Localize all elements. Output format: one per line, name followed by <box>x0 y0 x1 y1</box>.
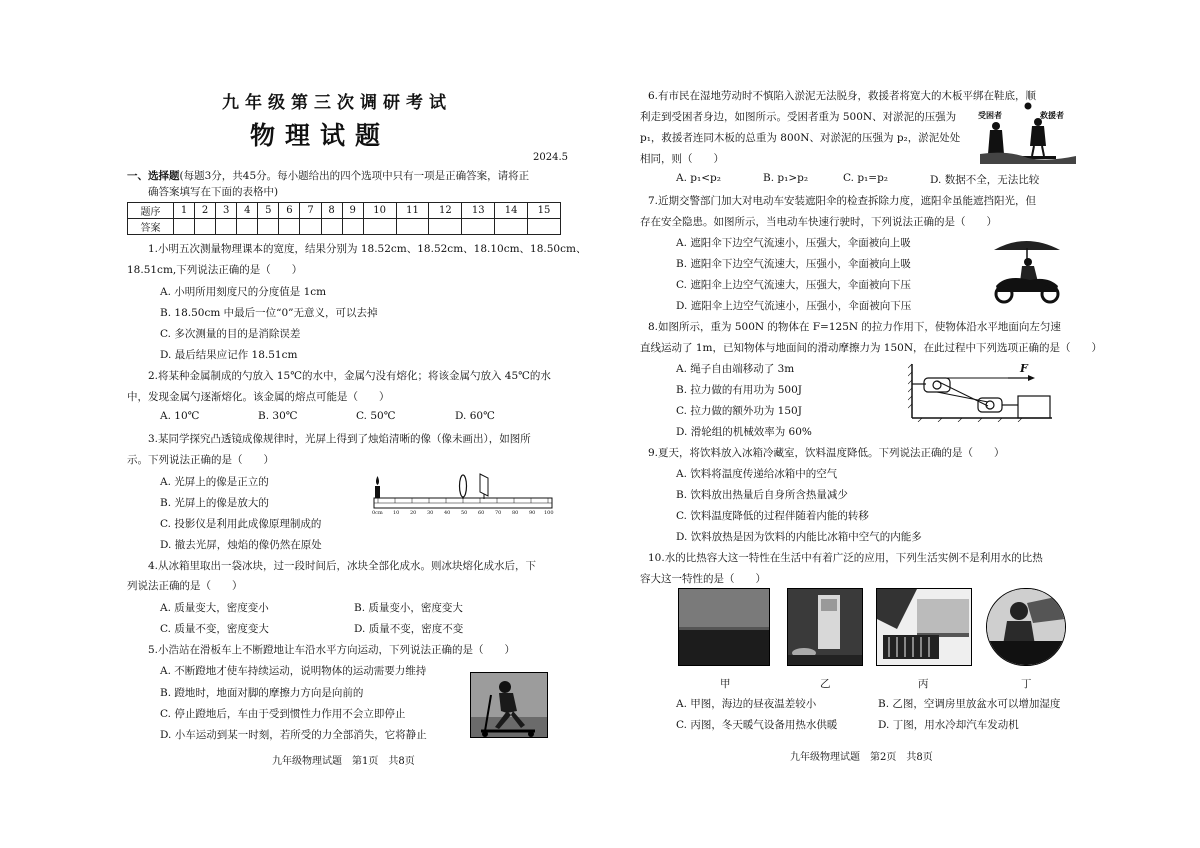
answer-cell[interactable] <box>342 219 363 235</box>
q7-option-a[interactable]: A. 遮阳伞下边空气流速小，压强大，伞面被向上吸 <box>676 237 911 249</box>
q8-stem-b: 直线运动了 1m，已知物体与地面间的滑动摩擦力为 150N，在此过程中下列选项正确的是（ ） <box>640 342 1103 354</box>
q1-stem-a: 1.小明五次测量物理课本的宽度，结果分别为 18.52cm、18.52cm、18.10cm、18.50cm、 <box>148 243 587 255</box>
ruler-label: 40 <box>444 510 451 516</box>
table-number-cell: 15 <box>528 203 561 219</box>
answer-cell[interactable] <box>195 219 216 235</box>
q3-option-a[interactable]: A. 光屏上的像是正立的 <box>160 476 269 488</box>
q10-option-d[interactable]: D. 丁图，用水冷却汽车发动机 <box>878 719 1019 731</box>
q1-option-c[interactable]: C. 多次测量的目的是消除误差 <box>160 328 301 340</box>
caption-jia: 甲 <box>720 678 731 690</box>
q1-option-a[interactable]: A. 小明所用刻度尺的分度值是 1cm <box>160 286 327 298</box>
q6-option-b[interactable]: B. p₁>p₂ <box>763 172 809 184</box>
q6-option-c[interactable]: C. p₁=p₂ <box>843 172 888 184</box>
movable-pulley-icon <box>978 398 1002 412</box>
section1-line-a <box>127 168 529 183</box>
q3-stem-a: 3.某同学探究凸透镜成像规律时，光屏上得到了烛焰清晰的像（像未画出），如图所 <box>148 433 531 445</box>
q1-option-d[interactable]: D. 最后结果应记作 18.51cm <box>160 349 298 361</box>
table-number-cell: 11 <box>396 203 429 219</box>
q9-option-a[interactable]: A. 饮料将温度传递给冰箱中的空气 <box>676 468 838 480</box>
q1-stem-b: 18.51cm,下列说法正确的是（ ） <box>127 264 303 276</box>
photo-bing-radiator <box>876 588 972 666</box>
ruler-label: 70 <box>495 510 502 516</box>
q10-option-b[interactable]: B. 乙图，空调房里放盆水可以增加湿度 <box>878 698 1061 710</box>
ruler-label: 20 <box>410 510 417 516</box>
answer-table-answer-row <box>128 219 561 235</box>
q6-option-a[interactable]: A. p₁<p₂ <box>676 172 721 184</box>
q4-option-d[interactable]: D. 质量不变，密度不变 <box>354 623 464 635</box>
q5-option-a[interactable]: A. 不断蹬地才使车持续运动，说明物体的运动需要力维持 <box>160 665 427 677</box>
answer-cell[interactable] <box>429 219 462 235</box>
photo-yi-aircon <box>787 588 863 666</box>
ruler-label: 60 <box>478 510 485 516</box>
q7-stem-a: 7.近期交警部门加大对电动车安装遮阳伞的检查拆除力度，遮阳伞虽能遮挡阳光，但 <box>648 195 1037 207</box>
q9-option-d[interactable]: D. 饮料放热是因为饮料的内能比冰箱中空气的内能多 <box>676 531 922 543</box>
table-number-cell: 4 <box>237 203 258 219</box>
q10-stem-b: 容大这一特性的是（ ） <box>640 573 766 585</box>
q2-option-a[interactable]: A. 10℃ <box>160 410 200 422</box>
subject-title: 物理试题 <box>250 121 391 150</box>
q2-stem-b: 中，发现金属勺逐渐熔化。该金属的熔点可能是（ ） <box>127 391 390 403</box>
force-label: F <box>1020 362 1028 375</box>
q7-option-b[interactable]: B. 遮阳伞下边空气流速大，压强小，伞面被向上吸 <box>676 258 911 270</box>
answer-cell[interactable] <box>279 219 300 235</box>
q8-stem-a: 8.如图所示，重为 500N 的物体在 F=125N 的拉力作用下，使物体沿水平地面向左匀速 <box>648 321 1061 333</box>
q2-option-b[interactable]: B. 30℃ <box>258 410 298 422</box>
ruler-label: 100 <box>544 510 554 516</box>
answer-table <box>127 202 561 235</box>
section1-instructions-b: 确答案填写在下面的表格中) <box>148 186 279 198</box>
photo-ding-engine <box>986 588 1066 666</box>
q7-option-d[interactable]: D. 遮阳伞上边空气流速小，压强小，伞面被向下压 <box>676 300 912 312</box>
trapped-person-label: 受困者 <box>978 110 1002 120</box>
scooter-photo <box>470 672 548 738</box>
answer-cell[interactable] <box>528 219 561 235</box>
ruler-label: 50 <box>461 510 468 516</box>
q9-option-c[interactable]: C. 饮料温度降低的过程伴随着内能的转移 <box>676 510 869 522</box>
q8-option-c[interactable]: C. 拉力做的额外功为 150J <box>676 405 802 417</box>
q5-option-b[interactable]: B. 蹬地时，地面对脚的摩擦力方向是向前的 <box>160 687 364 699</box>
table-number-cell: 2 <box>195 203 216 219</box>
exam-title: 九年级第三次调研考试 <box>222 93 452 113</box>
q8-option-b[interactable]: B. 拉力做的有用功为 500J <box>676 384 802 396</box>
q3-option-c[interactable]: C. 投影仪是利用此成像原理制成的 <box>160 518 322 530</box>
q2-option-d[interactable]: D. 60℃ <box>455 410 495 422</box>
light-screen-icon <box>480 474 488 496</box>
q6-stem-a: 6.有市民在湿地劳动时不慎陷入淤泥无法脱身，救援者将宽大的木板平绑在鞋底，顺 <box>648 90 1037 102</box>
answer-cell[interactable] <box>237 219 258 235</box>
q9-stem: 9.夏天，将饮料放入冰箱冷藏室，饮料温度降低。下列说法正确的是（ ） <box>648 447 1005 459</box>
answer-cell[interactable] <box>174 219 195 235</box>
q6-option-d[interactable]: D. 数据不全，无法比较 <box>930 174 1040 186</box>
q10-option-a[interactable]: A. 甲图，海边的昼夜温差较小 <box>676 698 817 710</box>
q4-stem-a: 4.从冰箱里取出一袋冰块，过一段时间后，冰块全部化成水。则冰块熔化成水后，下 <box>148 560 537 572</box>
q1-option-b[interactable]: B. 18.50cm 中最后一位“0”无意义，可以去掉 <box>160 307 378 319</box>
page-2 <box>600 0 1200 848</box>
candle-icon <box>375 476 380 498</box>
answer-cell[interactable] <box>363 219 396 235</box>
force-arrow-icon <box>1028 375 1035 381</box>
section1-instructions-a: (每题3分，共45分。每小题给出的四个选项中只有一项是正确答案，请将正 <box>179 170 530 182</box>
table-header-question-no: 题序 <box>128 203 174 219</box>
q4-option-a[interactable]: A. 质量变大，密度变小 <box>160 602 269 614</box>
ruler-label: 10 <box>393 510 400 516</box>
table-number-cell: 1 <box>174 203 195 219</box>
q4-option-b[interactable]: B. 质量变小，密度变大 <box>354 602 463 614</box>
q9-option-b[interactable]: B. 饮料放出热量后自身所含热量减少 <box>676 489 848 501</box>
answer-cell[interactable] <box>258 219 279 235</box>
q6-stem-c: p₁，救援者连同木板的总重为 800N、对淤泥的压强为 p₂，淤泥处处 <box>640 132 961 144</box>
answer-cell[interactable] <box>462 219 495 235</box>
caption-ding: 丁 <box>1021 678 1032 690</box>
q8-option-d[interactable]: D. 滑轮组的机械效率为 60% <box>676 426 812 438</box>
q6-stem-b: 利走到受困者身边，如图所示。受困者重为 500N、对淤泥的压强为 <box>640 111 957 123</box>
exam-date: 2024.5 <box>533 152 568 163</box>
ruler-label: 0cm <box>372 510 383 516</box>
q4-stem-b: 列说法正确的是（ ） <box>127 580 243 592</box>
q4-option-c[interactable]: C. 质量不变，密度变大 <box>160 623 269 635</box>
q10-option-c[interactable]: C. 丙图，冬天暖气设备用热水供暖 <box>676 719 838 731</box>
table-number-cell: 6 <box>279 203 300 219</box>
q3-option-d[interactable]: D. 撤去光屏，烛焰的像仍然在原处 <box>160 539 322 551</box>
answer-cell[interactable] <box>321 219 342 235</box>
table-number-cell: 8 <box>321 203 342 219</box>
page-1-footer: 九年级物理试题 第1页 共8页 <box>272 756 415 767</box>
ruler-label: 30 <box>427 510 434 516</box>
q7-option-c[interactable]: C. 遮阳伞上边空气流速大，压强大，伞面被向下压 <box>676 279 911 291</box>
q8-option-a[interactable]: A. 绳子自由端移动了 3m <box>676 363 795 375</box>
ebike-umbrella-figure <box>986 236 1068 304</box>
table-number-cell: 14 <box>495 203 528 219</box>
q6-stem-d: 相同，则（ ） <box>640 153 724 165</box>
ruler-label: 80 <box>512 510 519 516</box>
table-number-cell: 3 <box>216 203 237 219</box>
answer-table-number-row <box>128 203 561 219</box>
q2-stem-a: 2.将某种金属制成的勺放入 15℃的水中，金属勺没有熔化；将该金属勺放入 45℃的水 <box>148 370 551 382</box>
q10-stem-a: 10.水的比热容大这一特性在生活中有着广泛的应用，下列生活实例不是利用水的比热 <box>648 552 1043 564</box>
table-number-cell: 13 <box>462 203 495 219</box>
answer-cell[interactable] <box>396 219 429 235</box>
q5-option-d[interactable]: D. 小车运动到某一时刻，若所受的力全部消失，它将静止 <box>160 729 427 741</box>
q5-option-c[interactable]: C. 停止蹬地后，车由于受到惯性力作用不会立即停止 <box>160 708 406 720</box>
table-number-cell: 12 <box>429 203 462 219</box>
caption-yi: 乙 <box>820 678 831 690</box>
table-header-answer: 答案 <box>128 219 174 235</box>
table-number-cell: 5 <box>258 203 279 219</box>
q3-option-b[interactable]: B. 光屏上的像是放大的 <box>160 497 269 509</box>
q3-stem-b: 示。下列说法正确的是（ ） <box>127 454 274 466</box>
table-number-cell: 9 <box>342 203 363 219</box>
ruler-label: 90 <box>529 510 536 516</box>
answer-cell[interactable] <box>495 219 528 235</box>
table-number-cell: 10 <box>363 203 396 219</box>
q2-option-c[interactable]: C. 50℃ <box>356 410 396 422</box>
q5-stem: 5.小浩站在滑板车上不断蹬地让车沿水平方向运动，下列说法正确的是（ ） <box>148 644 516 656</box>
answer-cell[interactable] <box>216 219 237 235</box>
q7-stem-b: 存在安全隐患。如图所示，当电动车快速行驶时，下列说法正确的是（ ） <box>640 216 997 228</box>
answer-cell[interactable] <box>300 219 321 235</box>
pulley-system-figure <box>908 360 1054 422</box>
convex-lens-icon <box>460 475 467 497</box>
page-2-footer: 九年级物理试题 第2页 共8页 <box>790 752 933 763</box>
caption-bing: 丙 <box>918 678 929 690</box>
block-icon <box>1018 396 1050 418</box>
photo-jia-seaside <box>678 588 770 666</box>
table-number-cell: 7 <box>300 203 321 219</box>
rescuer-label: 救援者 <box>1040 110 1064 120</box>
section1-heading: 一、选择题 <box>127 170 180 182</box>
ruler-labels <box>372 510 557 520</box>
mud-rescue-figure <box>978 102 1078 164</box>
